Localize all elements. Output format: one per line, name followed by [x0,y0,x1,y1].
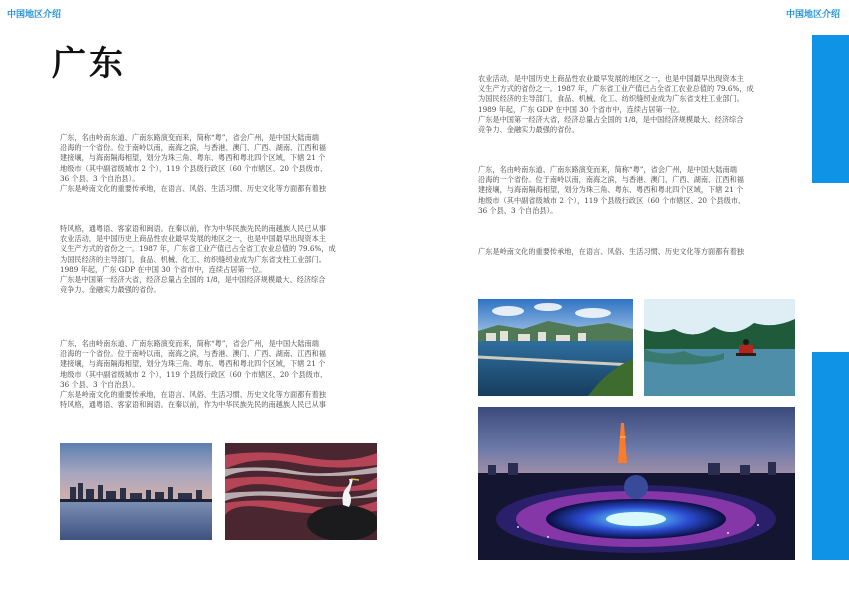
accent-bar-bottom [812,352,849,560]
photo-tower-stadium [478,407,795,560]
left-paragraph-1: 广东，名由岭南东道、广南东路演变而来，简称“粤”，省会广州，是中国大陆南端 沿海的一个省份。位于南岭以南，南海之滨，与香港、澳门、广西、湖南、江西和福 建接壤，与海南隔海相望，划分为珠三角、粤东、粤西和粤北四个区域，下辖 21 个 地级市（其中副省级城市 2 个），119 个县级行政区（60 个市辖区、20 个县级市、 36 个县、3 个自治县）。 广东是岭南文化的重要传承地，在语言、风俗、生活习惯、历史文化等方面都有着独 [60,133,328,194]
accent-bar-top [812,35,849,183]
header-right: 中国地区介绍 [786,10,841,20]
right-paragraph-3: 广东是岭南文化的重要传承地，在语言、风俗、生活习惯、历史文化等方面都有着独 [478,247,744,256]
photo-river-bridge [478,299,633,396]
header-left: 中国地区介绍 [7,10,62,20]
photo-egret-red-water [225,443,377,540]
right-paragraph-2: 广东，名由岭南东道、广南东路演变而来，简称“粤”，省会广州，是中国大陆南端 沿海的一个省份。位于南岭以南，南海之滨，与香港、澳门、广西、湖南、江西和福 建接壤，与海南隔海相望，划分为珠三角、粤东、粤西和粤北四个区域，下辖 21 个 地级市（其中副省级城市 2 个），119 个县级行政区（60 个市辖区、20 个县级市、 36 个县、3 个自治县）。 [478,165,746,215]
left-paragraph-3: 广东，名由岭南东道、广南东路演变而来，简称“粤”，省会广州，是中国大陆南端 沿海的一个省份。位于南岭以南，南海之滨，与香港、澳门、广西、湖南、江西和福 建接壤，与海南隔海相望，划分为珠三角、粤东、粤西和粤北四个区域，下辖 21 个 地级市（其中副省级城市 2 个），119 个县级行政区（60 个市辖区、20 个县级市、 36 个县、3 个自治县）。 广东是岭南文化的重要传承地，在语言、风俗、生活习惯、历史文化等方面都有着独 特风格，通粤语、客家语和闽语。在秦以前，作为中华民族先民的南越族人民已从事 [60,339,328,410]
photo-city-dusk [60,443,212,540]
right-paragraph-1: 农业活动，是中国历史上商品性农业最早发展的地区之一，也是中国最早出现资本主 义生产方式的省份之一。1987 年，广东省工业产值已占全省工农业总值的 79.6%，成 为国民经济的主导部门，食品、机械、化工、纺织缝纫业成为广东省支柱工业部门。 1989 年起，广东 GDP 在中国 30 个省市中，连续占居第一位。 广东是中国第一经济大省，经济总量占全国的 1/8，是中国经济规模最大、经济综合 竞争力、金融实力最强的省份。 [478,74,754,135]
page-title: 广东 [52,44,126,84]
left-paragraph-2: 特风格，通粤语、客家语和闽语。在秦以前，作为中华民族先民的南越族人民已从事 农业活动，是中国历史上商品性农业最早发展的地区之一，也是中国最早出现资本主 义生产方式的省份之一。1987 年，广东省工业产值已占全省工农业总值的 79.6%，成 为国民经济的主导部门，食品、机械、化工、纺织缝纫业成为广东省支柱工业部门。 1989 年起，广东 GDP 在中国 30 个省市中，连续占居第一位。 广东是中国第一经济大省，经济总量占全国的 1/8，是中国经济规模最大、经济综合 竞争力、金融实力最强的省份。 [60,224,336,295]
photo-lake-boat [644,299,795,396]
